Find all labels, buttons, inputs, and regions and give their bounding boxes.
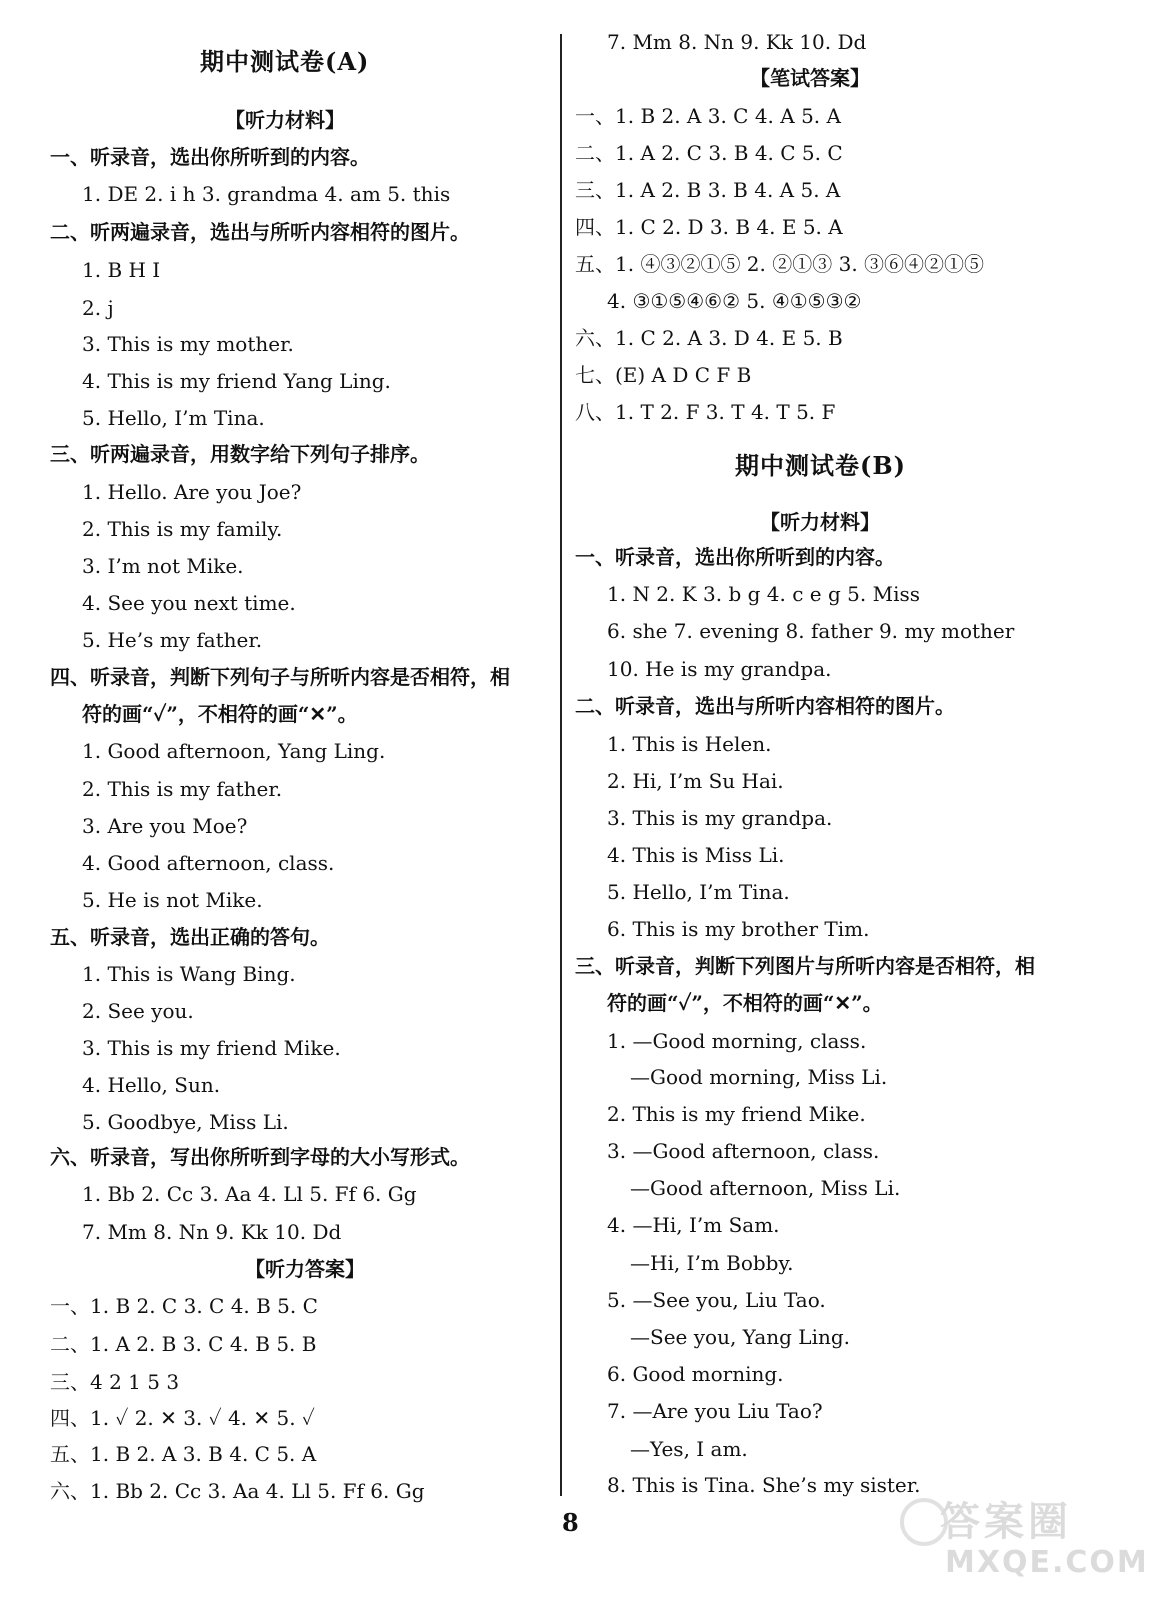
answer-line: 5. —See you, Liu Tao. <box>607 1288 826 1312</box>
question-heading: 一、听录音，选出你所听到的内容。 <box>575 545 895 569</box>
answer-line: 1. This is Wang Bing. <box>82 962 296 986</box>
answer-line: 六、1. Bb 2. Cc 3. Aa 4. Ll 5. Ff 6. Gg <box>50 1479 425 1503</box>
answer-line: 2. This is my father. <box>82 777 283 801</box>
answer-line: —Good afternoon, Miss Li. <box>630 1176 901 1200</box>
question-heading: 二、听录音，选出与所听内容相符的图片。 <box>575 694 955 718</box>
answer-line: 6. she 7. evening 8. father 9. my mother <box>607 619 1015 643</box>
question-heading: 五、听录音，选出正确的答句。 <box>50 925 330 949</box>
answer-line: 6. Good morning. <box>607 1362 784 1386</box>
answer-line: 2. Hi, I’m Su Hai. <box>607 769 784 793</box>
answer-line: 3. This is my friend Mike. <box>82 1036 341 1060</box>
answer-line: 2. This is my family. <box>82 517 283 541</box>
question-heading: 三、听录音，判断下列图片与所听内容是否相符，相 <box>575 954 1035 978</box>
answer-line: 3. —Good afternoon, class. <box>607 1139 880 1163</box>
answer-line: 六、1. C 2. A 3. D 4. E 5. B <box>575 326 843 350</box>
section-title: 期中测试卷(A) <box>200 47 370 76</box>
answer-line: 2. This is my friend Mike. <box>607 1102 866 1126</box>
answer-line: 5. Hello, I’m Tina. <box>607 880 790 904</box>
subsection-heading: 【听力材料】 <box>760 510 880 534</box>
answer-line: 3. This is my mother. <box>82 332 294 356</box>
answer-line: 4. Hello, Sun. <box>82 1073 221 1097</box>
answer-line: 2. j <box>82 296 114 320</box>
answer-line: 4. —Hi, I’m Sam. <box>607 1213 780 1237</box>
answer-line: 5. He’s my father. <box>82 628 263 652</box>
watermark-logo <box>900 1480 1149 1590</box>
answer-line: 7. —Are you Liu Tao? <box>607 1399 823 1423</box>
answer-line: 二、1. A 2. B 3. C 4. B 5. B <box>50 1332 317 1356</box>
answer-line: 1. —Good morning, class. <box>607 1029 867 1053</box>
answer-line: 3. This is my grandpa. <box>607 806 833 830</box>
answer-line: 4. ③①⑤④⑥② 5. ④①⑤③② <box>607 289 862 313</box>
answer-line: 8. This is Tina. She’s my sister. <box>607 1473 921 1497</box>
section-title: 期中测试卷(B) <box>735 451 906 480</box>
answer-line: 2. See you. <box>82 999 194 1023</box>
subsection-heading: 【听力答案】 <box>245 1257 365 1281</box>
answer-line: 7. Mm 8. Nn 9. Kk 10. Dd <box>607 30 867 54</box>
answer-line: 10. He is my grandpa. <box>607 657 832 681</box>
answer-line: 1. Hello. Are you Joe? <box>82 480 302 504</box>
answer-line: 二、1. A 2. C 3. B 4. C 5. C <box>575 141 843 165</box>
answer-line: 4. See you next time. <box>82 591 296 615</box>
watermark-domain: MXQE.COM <box>945 1545 1149 1580</box>
answer-line: 5. Goodbye, Miss Li. <box>82 1110 289 1134</box>
answer-line: 5. He is not Mike. <box>82 888 263 912</box>
answer-line: 3. Are you Moe? <box>82 814 248 838</box>
answer-line: 四、1. C 2. D 3. B 4. E 5. A <box>575 215 843 239</box>
answer-line: 四、1. ✓ 2. ✕ 3. ✓ 4. ✕ 5. ✓ <box>50 1406 315 1430</box>
answer-line: 3. I’m not Mike. <box>82 554 244 578</box>
answer-line: 1. B H I <box>82 258 161 282</box>
column-divider <box>560 34 562 1496</box>
answer-line: —Good morning, Miss Li. <box>630 1065 888 1089</box>
answer-line: 4. This is Miss Li. <box>607 843 785 867</box>
answer-line: 4. This is my friend Yang Ling. <box>82 369 391 393</box>
answer-line: 1. N 2. K 3. b g 4. c e g 5. Miss <box>607 582 920 606</box>
answer-line: 五、1. B 2. A 3. B 4. C 5. A <box>50 1442 317 1466</box>
subsection-heading: 【笔试答案】 <box>750 66 870 90</box>
subsection-heading: 【听力材料】 <box>225 108 345 132</box>
answer-line: 七、(E) A D C F B <box>575 363 752 387</box>
answer-line: 八、1. T 2. F 3. T 4. T 5. F <box>575 400 836 424</box>
answer-line: 5. Hello, I’m Tina. <box>82 406 265 430</box>
answer-line: —Hi, I’m Bobby. <box>630 1251 794 1275</box>
question-heading: 符的画“✓”，不相符的画“✕”。 <box>82 702 358 726</box>
answer-line: —See you, Yang Ling. <box>630 1325 850 1349</box>
question-heading: 四、听录音，判断下列句子与所听内容是否相符，相 <box>50 665 510 689</box>
answer-line: 1. DE 2. i h 3. grandma 4. am 5. this <box>82 182 451 206</box>
answer-line: 1. This is Helen. <box>607 732 772 756</box>
question-heading: 三、听两遍录音，用数字给下列句子排序。 <box>50 442 430 466</box>
question-heading: 六、听录音，写出你所听到字母的大小写形式。 <box>50 1145 470 1169</box>
watermark-text: 答案圈 <box>940 1499 1072 1545</box>
question-heading: 二、听两遍录音，选出与所听内容相符的图片。 <box>50 220 470 244</box>
answer-line: 1. Good afternoon, Yang Ling. <box>82 739 386 763</box>
answer-line: 三、1. A 2. B 3. B 4. A 5. A <box>575 178 841 202</box>
page-number: 8 <box>562 1508 579 1537</box>
answer-line: 一、1. B 2. A 3. C 4. A 5. A <box>575 104 841 128</box>
question-heading: 符的画“✓”，不相符的画“✕”。 <box>607 991 883 1015</box>
answer-line: 6. This is my brother Tim. <box>607 917 870 941</box>
answer-line: 五、1. ④③②①⑤ 2. ②①③ 3. ③⑥④②①⑤ <box>575 252 985 276</box>
answer-line: 7. Mm 8. Nn 9. Kk 10. Dd <box>82 1220 342 1244</box>
answer-line: 4. Good afternoon, class. <box>82 851 335 875</box>
answer-line: —Yes, I am. <box>630 1437 748 1461</box>
answer-line: 三、4 2 1 5 3 <box>50 1370 180 1394</box>
question-heading: 一、听录音，选出你所听到的内容。 <box>50 145 370 169</box>
answer-line: 一、1. B 2. C 3. C 4. B 5. C <box>50 1294 318 1318</box>
answer-line: 1. Bb 2. Cc 3. Aa 4. Ll 5. Ff 6. Gg <box>82 1182 417 1206</box>
